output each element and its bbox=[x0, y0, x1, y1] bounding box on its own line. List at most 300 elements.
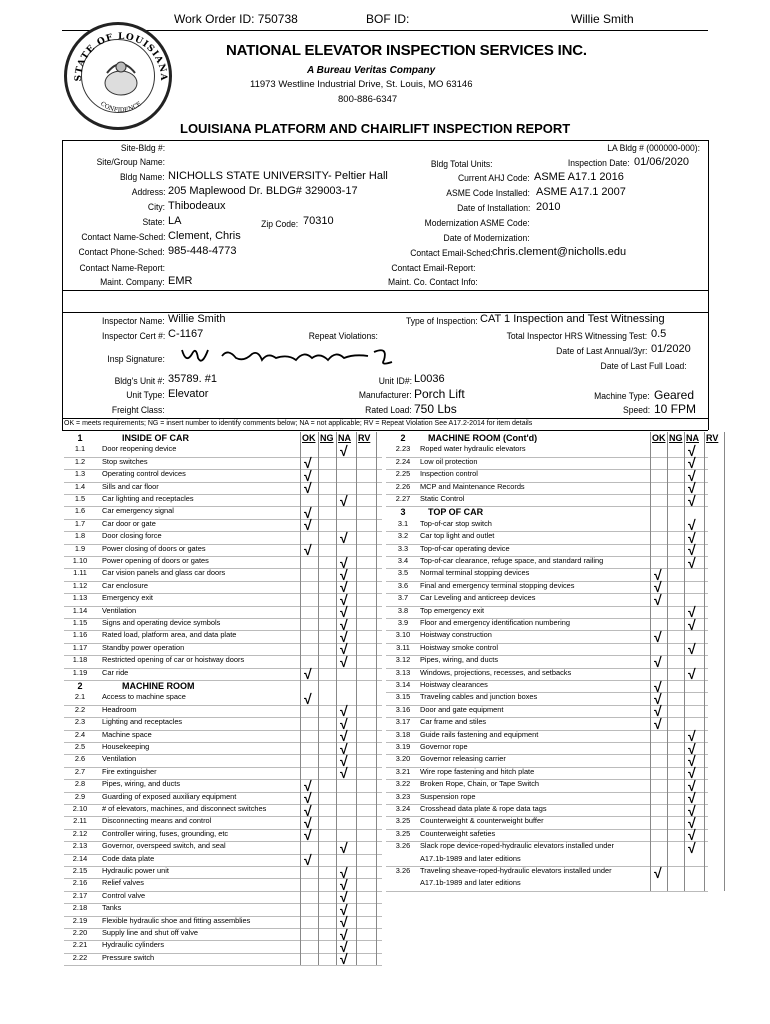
top-inspector-name: Willie Smith bbox=[571, 12, 634, 26]
item-number: 1.11 bbox=[73, 568, 87, 578]
item-description: Windows, projections, recesses, and setbacks bbox=[420, 667, 572, 677]
la-bldg-label: LA Bldg # (000000-000): bbox=[607, 143, 700, 154]
item-description: Pipes, wiring, and ducts bbox=[420, 655, 499, 665]
speed-value: 10 FPM bbox=[654, 402, 697, 416]
type-of-inspection-label: Type of Inspection: bbox=[406, 316, 478, 327]
check-mark-icon: √ bbox=[688, 604, 696, 621]
check-mark-icon: √ bbox=[340, 926, 348, 943]
checklist-row bbox=[386, 814, 708, 831]
item-number: 3.2 bbox=[397, 531, 409, 541]
company-phone: 800-886-6347 bbox=[338, 94, 398, 105]
checklist-row bbox=[386, 728, 708, 745]
check-mark-icon: √ bbox=[688, 777, 696, 794]
item-description: Governor releasing carrier bbox=[420, 754, 506, 764]
check-mark-icon: √ bbox=[340, 839, 348, 856]
checklist-row bbox=[64, 467, 382, 484]
check-mark-icon: √ bbox=[654, 628, 662, 645]
checklist-row bbox=[386, 765, 708, 782]
item-number: 3.17 bbox=[395, 717, 411, 727]
checklist-row bbox=[64, 703, 382, 720]
unit-type-value: Elevator bbox=[168, 388, 209, 400]
item-number: 3.25 bbox=[395, 828, 411, 838]
machine-type-value: Geared bbox=[654, 388, 695, 402]
svg-text:CONFIDENCE bbox=[99, 100, 143, 114]
email-sched-value: chris.clement@nicholls.edu bbox=[492, 246, 627, 258]
item-number: 2.2 bbox=[74, 704, 86, 714]
bldg-units-label: Bldg Total Units: bbox=[430, 159, 492, 170]
item-number: 3.11 bbox=[396, 642, 410, 652]
item-description: Top-of-car stop switch bbox=[420, 518, 492, 528]
check-mark-icon: √ bbox=[340, 579, 348, 596]
item-number: 2.27 bbox=[395, 494, 411, 503]
check-mark-icon: √ bbox=[340, 529, 348, 546]
item-number: 1.16 bbox=[72, 630, 88, 640]
item-description: Car lighting and receptacles bbox=[102, 494, 194, 503]
item-description: Door and gate equipment bbox=[420, 704, 504, 714]
check-mark-icon: √ bbox=[340, 715, 348, 732]
check-mark-icon: √ bbox=[654, 591, 662, 608]
checklist-row bbox=[64, 566, 382, 583]
column-divider bbox=[318, 432, 319, 965]
item-number: 2.17 bbox=[72, 890, 88, 900]
item-description: Counterweight & counterweight buffer bbox=[420, 816, 544, 826]
item-description: Low oil protection bbox=[420, 456, 478, 466]
item-description: Operating control devices bbox=[102, 469, 186, 479]
check-mark-icon: √ bbox=[340, 951, 348, 968]
item-number: 2.22 bbox=[72, 952, 88, 962]
checklist-row bbox=[386, 542, 708, 559]
checklist-row bbox=[386, 529, 708, 546]
check-mark-icon: √ bbox=[654, 566, 662, 583]
item-description: Controller wiring, fuses, grounding, etc bbox=[102, 828, 229, 838]
left-section-title: INSIDE OF CAR bbox=[122, 433, 190, 443]
item-number: 1.13 bbox=[72, 593, 88, 603]
item-description: Roped water hydraulic elevators bbox=[420, 444, 526, 454]
item-number: 1.19 bbox=[72, 667, 88, 677]
checklist-row bbox=[64, 554, 382, 571]
item-description-cont: A17.1b-1989 and later editions bbox=[420, 878, 521, 888]
item-description: MCP and Maintenance Records bbox=[420, 481, 525, 491]
checklist-row bbox=[64, 591, 382, 608]
checklist-row bbox=[64, 480, 382, 497]
item-description: Guide rails fastening and equipment bbox=[420, 729, 539, 739]
check-mark-icon: √ bbox=[688, 765, 696, 782]
item-description: Hoistway smoke control bbox=[420, 642, 499, 652]
column-divider bbox=[684, 432, 685, 891]
zip-label: Zip Code: bbox=[260, 219, 298, 230]
checklist-row bbox=[64, 802, 382, 819]
item-number: 2.25 bbox=[395, 469, 411, 479]
check-mark-icon: √ bbox=[340, 492, 348, 509]
item-number: 1.5 bbox=[74, 494, 86, 503]
item-description: Top-of-car operating device bbox=[420, 543, 510, 553]
check-mark-icon: √ bbox=[340, 442, 348, 459]
check-mark-icon: √ bbox=[688, 839, 696, 856]
item-number: 2.11 bbox=[73, 816, 87, 826]
column-divider bbox=[704, 432, 705, 891]
checklist-row bbox=[64, 579, 382, 596]
item-number: 2.9 bbox=[74, 791, 86, 801]
item-number: 2.24 bbox=[395, 456, 411, 466]
check-mark-icon: √ bbox=[340, 752, 348, 769]
column-divider bbox=[300, 432, 301, 965]
item-number: 3.5 bbox=[397, 568, 409, 578]
item-description: Pipes, wiring, and ducts bbox=[102, 779, 181, 789]
contact-sched-value: Clement, Chris bbox=[168, 230, 241, 242]
column-divider bbox=[650, 432, 651, 891]
check-mark-icon: √ bbox=[304, 777, 312, 794]
row-divider bbox=[64, 680, 382, 681]
checklist-row bbox=[64, 504, 382, 521]
bof-id: BOF ID: bbox=[366, 12, 410, 26]
check-mark-icon: √ bbox=[340, 889, 348, 906]
ahj-label: Current AHJ Code: bbox=[458, 173, 530, 184]
asme-installed-label: ASME Code Installed: bbox=[446, 188, 530, 199]
checklist-row bbox=[64, 653, 382, 670]
check-mark-icon: √ bbox=[340, 616, 348, 633]
checklist-row bbox=[64, 876, 382, 893]
checklist-row bbox=[386, 467, 708, 484]
item-description: Ventilation bbox=[102, 754, 137, 764]
item-description: Slack rope device-roped-hydraulic elevators installed under bbox=[420, 841, 614, 851]
checklist-row bbox=[386, 827, 708, 844]
phone-sched-value: 985-448-4773 bbox=[168, 245, 237, 257]
signature-label: Insp Signature: bbox=[107, 354, 165, 365]
right-section-number: 3 bbox=[400, 507, 406, 518]
checklist-row bbox=[386, 492, 708, 509]
item-number: 3.4 bbox=[397, 556, 409, 565]
item-number: 3.22 bbox=[395, 779, 411, 789]
item-number: 3.26 bbox=[395, 841, 411, 851]
type-of-inspection-value: CAT 1 Inspection and Test Witnessing bbox=[480, 313, 665, 325]
item-number: 3.21 bbox=[395, 766, 411, 776]
item-description: Hydraulic power unit bbox=[102, 866, 169, 875]
column-divider bbox=[356, 432, 357, 965]
column-divider bbox=[336, 432, 337, 965]
left-section-number: 1 bbox=[77, 433, 83, 443]
check-mark-icon: √ bbox=[340, 765, 348, 782]
checklist-row bbox=[64, 752, 382, 769]
check-mark-icon: √ bbox=[688, 728, 696, 745]
item-number: 3.23 bbox=[395, 791, 411, 801]
item-number: 1.1 bbox=[74, 444, 86, 454]
check-mark-icon: √ bbox=[688, 827, 696, 844]
check-mark-icon: √ bbox=[654, 579, 662, 596]
item-number: 2.18 bbox=[72, 903, 88, 913]
checklist-row bbox=[64, 827, 382, 844]
item-description: Access to machine space bbox=[102, 692, 186, 702]
checklist-row bbox=[64, 740, 382, 757]
check-mark-icon: √ bbox=[304, 790, 312, 807]
checklist-row bbox=[64, 864, 382, 881]
item-number: 2.3 bbox=[74, 717, 86, 727]
maint-co-label: Maint. Company: bbox=[100, 277, 165, 288]
item-number: 3.16 bbox=[395, 704, 411, 714]
item-description: Governor, overspeed switch, and seal bbox=[102, 841, 226, 851]
right-col-header-ok: OK bbox=[652, 433, 666, 443]
checklist-row bbox=[64, 517, 382, 534]
state-value: LA bbox=[168, 215, 182, 227]
item-description: Relief valves bbox=[102, 878, 144, 888]
item-description: Flexible hydraulic shoe and fitting assemblies bbox=[102, 915, 251, 925]
item-description: Stop switches bbox=[102, 456, 148, 466]
inspector-cert-value: C-1167 bbox=[168, 328, 204, 340]
item-number: 3.19 bbox=[395, 742, 411, 751]
item-number: 2.16 bbox=[72, 878, 88, 888]
item-description: Door reopening device bbox=[102, 444, 177, 454]
item-number: 2.14 bbox=[72, 853, 88, 863]
address-value: 205 Maplewood Dr. BLDG# 329003-17 bbox=[168, 185, 358, 197]
rated-load-label: Rated Load: bbox=[365, 405, 412, 416]
checklist-row bbox=[64, 951, 382, 968]
item-number: 2.10 bbox=[72, 804, 88, 813]
item-description: Normal terminal stopping devices bbox=[420, 568, 530, 578]
check-mark-icon: √ bbox=[340, 653, 348, 670]
check-mark-icon: √ bbox=[340, 591, 348, 608]
hrs-witness-label: Total Inspector HRS Witnessing Test: bbox=[506, 331, 647, 342]
right-col-header-na: NA bbox=[686, 433, 699, 443]
check-mark-icon: √ bbox=[688, 480, 696, 497]
zip-value: 70310 bbox=[303, 215, 334, 227]
legend-text: OK = meets requirements; NG = insert number to identify comments below; NA = not applicable; RV = Repeat Violation See A17.2-2014 for item details bbox=[64, 420, 533, 427]
item-description: Top emergency exit bbox=[420, 605, 485, 615]
install-date-value: 2010 bbox=[536, 201, 561, 213]
check-mark-icon: √ bbox=[654, 653, 662, 670]
check-mark-icon: √ bbox=[304, 504, 312, 521]
phone-sched-label: Contact Phone-Sched: bbox=[78, 247, 165, 258]
item-number: 3.25 bbox=[395, 816, 411, 826]
item-number: 1.12 bbox=[72, 580, 88, 590]
checklist-row bbox=[64, 529, 382, 546]
checklist-row bbox=[64, 839, 382, 856]
checklist-row bbox=[64, 666, 382, 683]
column-divider bbox=[667, 432, 668, 891]
item-number: 1.3 bbox=[74, 469, 86, 479]
checklist-row bbox=[64, 777, 382, 794]
item-description: Car top light and outlet bbox=[420, 531, 495, 541]
seal-text-top: STATE OF LOUISIANA bbox=[73, 31, 169, 82]
left-col-header-ok: OK bbox=[302, 433, 316, 443]
checklist-row bbox=[386, 740, 708, 757]
company-address: 11973 Westline Industrial Drive, St. Louis, MO 63146 bbox=[250, 79, 473, 90]
item-description: Disconnecting means and control bbox=[102, 816, 212, 826]
item-description: Ventilation bbox=[102, 605, 137, 615]
check-mark-icon: √ bbox=[304, 467, 312, 484]
item-number: 2.4 bbox=[74, 729, 86, 739]
row-divider bbox=[64, 965, 382, 966]
checklist-row bbox=[386, 604, 708, 621]
checklist-row bbox=[64, 542, 382, 559]
check-mark-icon: √ bbox=[688, 517, 696, 534]
freight-class-label: Freight Class: bbox=[112, 405, 165, 416]
right-col-header-rv: RV bbox=[706, 433, 719, 443]
check-mark-icon: √ bbox=[340, 740, 348, 757]
check-mark-icon: √ bbox=[340, 901, 348, 918]
check-mark-icon: √ bbox=[688, 666, 696, 683]
insp-date-label: Inspection Date: bbox=[568, 158, 630, 169]
check-mark-icon: √ bbox=[340, 628, 348, 645]
checklist-row bbox=[386, 442, 708, 459]
item-number: 2.20 bbox=[72, 928, 88, 937]
check-mark-icon: √ bbox=[340, 554, 348, 571]
checklist-row bbox=[64, 442, 382, 459]
item-number: 1.6 bbox=[74, 506, 86, 516]
item-description: Broken Rope, Chain, or Tape Switch bbox=[420, 779, 539, 789]
item-number: 2.7 bbox=[74, 766, 86, 776]
rated-load-value: 750 Lbs bbox=[414, 402, 457, 416]
item-number: 3.6 bbox=[397, 580, 409, 590]
item-description: Car emergency signal bbox=[102, 506, 174, 516]
left-col-header-ng: NG bbox=[320, 433, 334, 443]
item-description: Wire rope fastening and hitch plate bbox=[420, 766, 535, 776]
check-mark-icon: √ bbox=[340, 876, 348, 893]
address-label: Address: bbox=[131, 187, 165, 198]
check-mark-icon: √ bbox=[688, 455, 696, 472]
ahj-value: ASME A17.1 2016 bbox=[534, 171, 624, 183]
check-mark-icon: √ bbox=[304, 802, 312, 819]
checklist-row bbox=[64, 455, 382, 472]
asme-installed-value: ASME A17.1 2007 bbox=[536, 186, 626, 198]
company-name: NATIONAL ELEVATOR INSPECTION SERVICES INC. bbox=[226, 42, 587, 59]
checklist-row bbox=[386, 455, 708, 472]
check-mark-icon: √ bbox=[304, 814, 312, 831]
site-group-label: Site/Group Name: bbox=[96, 157, 165, 168]
item-number: 3.12 bbox=[395, 655, 411, 665]
unit-type-label: Unit Type: bbox=[126, 390, 165, 401]
state-seal-icon bbox=[64, 22, 172, 130]
last-full-load-label: Date of Last Full Load: bbox=[600, 361, 687, 372]
machine-type-label: Machine Type: bbox=[594, 391, 650, 402]
item-description: Counterweight safeties bbox=[420, 828, 496, 838]
item-description: Rated load, platform area, and data plate bbox=[102, 630, 237, 640]
check-mark-icon: √ bbox=[688, 802, 696, 819]
item-description: Car Leveling and anticreep devices bbox=[420, 593, 536, 603]
check-mark-icon: √ bbox=[688, 616, 696, 633]
item-description: Hoistway clearances bbox=[420, 680, 488, 689]
item-number: 3.20 bbox=[395, 754, 411, 764]
item-number: 2.21 bbox=[72, 940, 88, 950]
checklist-row bbox=[64, 728, 382, 745]
hrs-witness-value: 0.5 bbox=[651, 328, 667, 340]
last-annual-label: Date of Last Annual/3yr: bbox=[555, 346, 647, 357]
checklist-row bbox=[64, 492, 382, 509]
item-description-cont: A17.1b-1989 and later editions bbox=[420, 853, 521, 863]
item-number: 3.1 bbox=[397, 518, 409, 528]
bldg-name-label: Bldg Name: bbox=[120, 172, 165, 183]
item-description: Machine space bbox=[102, 729, 152, 739]
check-mark-icon: √ bbox=[340, 914, 348, 931]
check-mark-icon: √ bbox=[688, 641, 696, 658]
site-bldg-label: Site-Bldg #: bbox=[120, 143, 165, 154]
item-description: Final and emergency terminal stopping devices bbox=[420, 580, 575, 590]
check-mark-icon: √ bbox=[688, 529, 696, 546]
checklist-row bbox=[64, 765, 382, 782]
item-description: Code data plate bbox=[102, 853, 155, 863]
item-number: 3.10 bbox=[395, 630, 411, 640]
left-col-header-rv: RV bbox=[358, 433, 371, 443]
item-number: 3.26 bbox=[395, 866, 411, 875]
item-description: Standby power operation bbox=[102, 642, 185, 652]
item-number: 1.10 bbox=[72, 556, 88, 565]
check-mark-icon: √ bbox=[340, 604, 348, 621]
checklist-row bbox=[386, 802, 708, 819]
item-description: Static Control bbox=[420, 494, 465, 503]
check-mark-icon: √ bbox=[304, 827, 312, 844]
checklist-row bbox=[64, 616, 382, 633]
item-description: Lighting and receptacles bbox=[102, 717, 183, 727]
speed-label: Speed: bbox=[622, 405, 650, 416]
inspector-cert-label: Inspector Cert #: bbox=[101, 331, 165, 342]
item-number: 2.15 bbox=[72, 866, 88, 875]
item-description: Power closing of doors or gates bbox=[102, 543, 206, 553]
item-number: 2.23 bbox=[395, 444, 411, 454]
mod-date-label: Date of Modernization: bbox=[443, 233, 530, 244]
maint-co-value: EMR bbox=[168, 275, 193, 287]
checklist-row bbox=[386, 517, 708, 534]
check-mark-icon: √ bbox=[654, 715, 662, 732]
item-number: 1.17 bbox=[72, 642, 88, 652]
check-mark-icon: √ bbox=[340, 703, 348, 720]
column-divider bbox=[724, 432, 725, 891]
item-description: Headroom bbox=[102, 704, 137, 714]
item-number: 2.1 bbox=[74, 692, 86, 702]
item-number: 1.18 bbox=[72, 655, 88, 665]
item-description: Guarding of exposed auxiliary equipment bbox=[102, 791, 237, 801]
item-description: Restricted opening of car or hoistway doors bbox=[102, 655, 245, 665]
item-description: Tanks bbox=[102, 903, 122, 913]
check-mark-icon: √ bbox=[340, 864, 348, 881]
item-description: Emergency exit bbox=[102, 593, 153, 603]
mod-asme-label: Modernization ASME Code: bbox=[424, 218, 530, 229]
item-description: Traveling sheave-roped-hydraulic elevators installed under bbox=[420, 866, 612, 875]
item-number: 1.4 bbox=[74, 481, 86, 491]
item-number: 1.7 bbox=[74, 518, 86, 528]
item-description: Traveling cables and junction boxes bbox=[420, 692, 538, 702]
item-description: Supply line and shut off valve bbox=[102, 928, 199, 937]
check-mark-icon: √ bbox=[340, 566, 348, 583]
check-mark-icon: √ bbox=[340, 938, 348, 955]
item-description: Governor rope bbox=[420, 742, 468, 751]
check-mark-icon: √ bbox=[654, 864, 662, 881]
item-number: 2.6 bbox=[74, 754, 86, 764]
column-divider bbox=[376, 432, 377, 965]
item-number: 3.24 bbox=[395, 804, 411, 813]
check-mark-icon: √ bbox=[304, 542, 312, 559]
right-section-title: TOP OF CAR bbox=[428, 507, 484, 518]
check-mark-icon: √ bbox=[304, 666, 312, 683]
left-section-number: 2 bbox=[77, 681, 83, 691]
check-mark-icon: √ bbox=[654, 690, 662, 707]
check-mark-icon: √ bbox=[654, 678, 662, 695]
item-number: 3.8 bbox=[397, 605, 409, 615]
check-mark-icon: √ bbox=[304, 852, 312, 869]
insp-date-value: 01/06/2020 bbox=[634, 156, 690, 168]
seal-text-bottom: CONFIDENCE bbox=[99, 100, 143, 114]
item-description: Crosshead data plate & rope data tags bbox=[420, 804, 547, 813]
item-description: Car vision panels and glass car doors bbox=[102, 568, 226, 578]
check-mark-icon: √ bbox=[340, 641, 348, 658]
inspector-signature-icon bbox=[178, 340, 413, 370]
checklist-row bbox=[386, 752, 708, 769]
checklist-row bbox=[64, 889, 382, 906]
checklist-row bbox=[64, 814, 382, 831]
item-number: 2.12 bbox=[72, 828, 88, 838]
bldg-unit-label: Bldg's Unit #: bbox=[114, 376, 165, 387]
right-col-header-ng: NG bbox=[669, 433, 683, 443]
item-description: Fire extinguisher bbox=[102, 766, 157, 776]
checklist-row bbox=[64, 641, 382, 658]
left-section-title: MACHINE ROOM bbox=[122, 681, 195, 691]
